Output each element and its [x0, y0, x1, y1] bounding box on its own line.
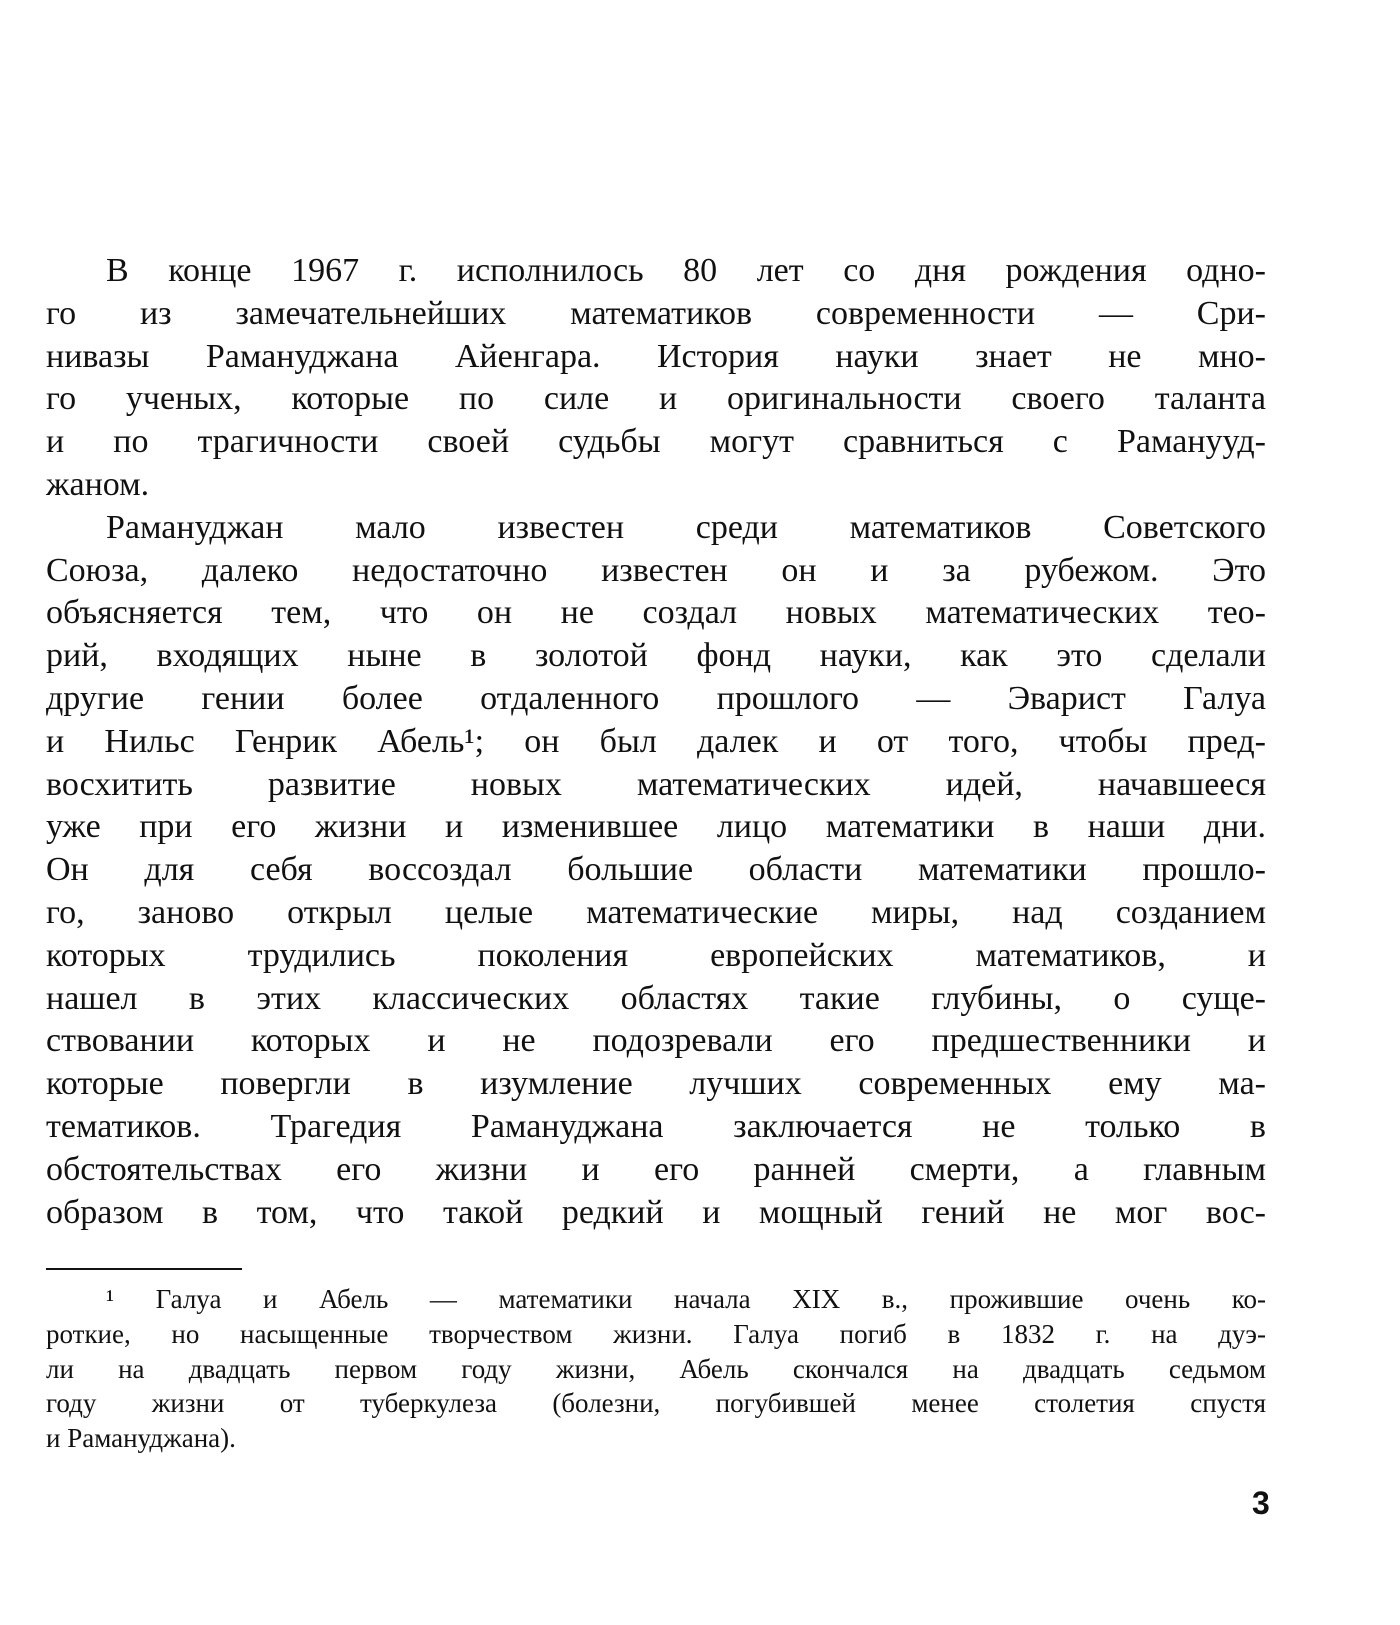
text-line: В конце 1967 г. исполнилось 80 лет со дня рождения одно- — [106, 252, 1266, 289]
text-line: обстоятельствах его жизни и его ранней смерти, а главным — [46, 1150, 1266, 1188]
text-line: нашел в этих классических областях такие глубины, о суще- — [46, 979, 1266, 1017]
footnote-line: роткие, но насыщенные творчеством жизни. Галуа погиб в 1832 г. на дуэ- — [46, 1318, 1266, 1349]
text-line: образом в том, что такой редкий и мощный гений не мог вос- — [46, 1193, 1266, 1231]
text-line: го из замечательнейших математиков современности — Сри- — [46, 294, 1266, 332]
text-line: тематиков. Трагедия Рамануджана заключается не только в — [46, 1107, 1266, 1145]
footnote-line: и Рамануджана). — [46, 1423, 236, 1454]
text-line: которые повергли в изумление лучших современных ему ма- — [46, 1065, 1266, 1103]
text-line: и Нильс Генрик Абель¹; он был далек и от того, чтобы пред- — [46, 722, 1266, 760]
text-line: и по трагичности своей судьбы могут сравниться с Раманууд- — [46, 423, 1266, 461]
text-line: ствовании которых и не подозревали его предшественники и — [46, 1022, 1266, 1060]
text-line: уже при его жизни и изменившее лицо математики в наши дни. — [46, 808, 1266, 846]
text-line: Он для себя воссоздал большие области математики прошло- — [46, 851, 1266, 889]
text-line: другие гении более отдаленного прошлого — Эварист Галуа — [46, 679, 1266, 717]
text-line: жаном. — [46, 465, 150, 503]
footnotes — [46, 1282, 1266, 1456]
text-line: Рамануджан мало известен среди математиков Советского — [106, 508, 1266, 546]
text-line: восхитить развитие новых математических идей, начавшееся — [46, 765, 1266, 803]
footnote-line: году жизни от туберкулеза (болезни, погубившей менее столетия спустя — [46, 1388, 1266, 1419]
text-line: Союза, далеко недостаточно известен он и за рубежом. Это — [46, 551, 1266, 589]
page-number: 3 — [1252, 1485, 1270, 1521]
text-line: го, заново открыл целые математические миры, над созданием — [46, 893, 1266, 931]
text-line: го ученых, которые по силе и оригинальности своего таланта — [46, 380, 1266, 418]
text-line: рий, входящих ныне в золотой фонд науки, как это сделали — [46, 637, 1266, 675]
footnote-line: ли на двадцать первом году жизни, Абель скончался на двадцать седьмом — [46, 1353, 1266, 1384]
footnote-divider — [46, 1268, 242, 1270]
footnote-line: ¹ Галуа и Абель — математики начала XIX в., прожившие очень ко- — [106, 1284, 1266, 1314]
text-line: нивазы Рамануджана Айенгара. История науки знает не мно- — [46, 337, 1266, 375]
text-line: объясняется тем, что он не создал новых математических тео- — [46, 594, 1266, 632]
body-text — [46, 250, 1266, 1234]
text-line: которых трудились поколения европейских математиков, и — [46, 936, 1266, 974]
